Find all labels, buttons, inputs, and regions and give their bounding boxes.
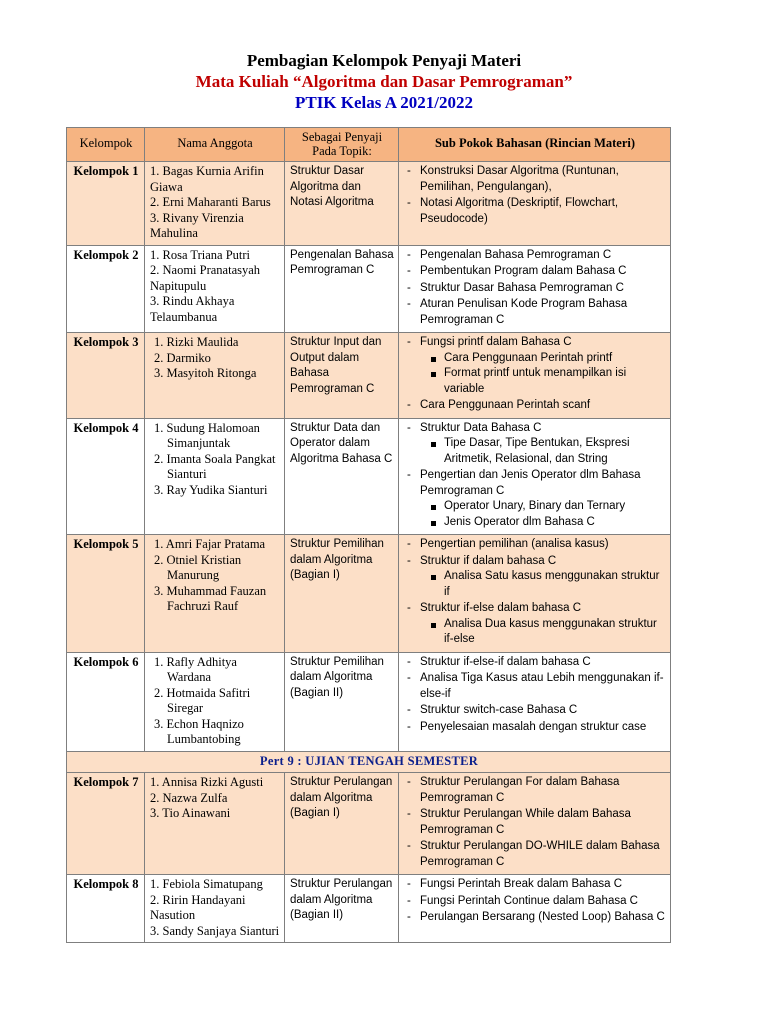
group-name: Kelompok 4 bbox=[67, 418, 145, 535]
subtopic-list bbox=[404, 537, 666, 648]
subtopic-text: Struktur Dasar Bahasa Pemrograman C bbox=[420, 281, 624, 294]
dash-bullet: - bbox=[407, 165, 411, 177]
title-line-1: Pembagian Kelompok Penyaji Materi bbox=[246, 51, 522, 70]
dash-bullet: - bbox=[407, 808, 411, 820]
group-name: Kelompok 2 bbox=[67, 245, 145, 333]
subtopics-cell bbox=[399, 875, 671, 943]
subtopic-list bbox=[404, 335, 666, 414]
member-name: 2. Darmiko bbox=[154, 350, 211, 365]
subtopic-item bbox=[404, 196, 666, 227]
group-name: Kelompok 1 bbox=[67, 162, 145, 246]
member-name: 3. Tio Ainawani bbox=[150, 806, 231, 820]
topic-cell: Struktur Perulangan dalam Algoritma (Bagian I) bbox=[285, 773, 399, 875]
subtopic-item bbox=[404, 398, 666, 414]
midterm-separator: Pert 9 : UJIAN TENGAH SEMESTER bbox=[67, 751, 671, 773]
subtopic-text: Cara Penggunaan Perintah scanf bbox=[420, 399, 591, 411]
dash-bullet: - bbox=[407, 776, 411, 788]
members-cell bbox=[145, 245, 285, 333]
subtopic-item bbox=[404, 877, 666, 893]
subtopic-item bbox=[404, 335, 666, 397]
dash-bullet: - bbox=[407, 248, 411, 261]
member-name: 1. Rafly Adhitya Wardana bbox=[154, 654, 237, 684]
sub-bullet-item bbox=[420, 351, 666, 367]
sub-bullet-text: Operator Unary, Binary dan Ternary bbox=[444, 500, 626, 512]
square-bullet-icon bbox=[431, 372, 436, 377]
dash-bullet: - bbox=[407, 894, 411, 907]
subtopic-item bbox=[404, 671, 666, 702]
sub-bullet-text: Cara Penggunaan Perintah printf bbox=[444, 351, 613, 364]
table-row bbox=[67, 162, 671, 246]
member-name: 3. Echon Haqnizo Lumbantobing bbox=[154, 716, 244, 746]
members-list bbox=[150, 775, 280, 822]
members-cell bbox=[145, 535, 285, 653]
subtopic-list bbox=[404, 655, 666, 736]
member-name: 1. Febiola Simatupang bbox=[150, 877, 263, 891]
subtopic-item bbox=[404, 297, 666, 328]
members-cell bbox=[145, 162, 285, 246]
member-name: 1. Sudung Halomoan Simanjuntak bbox=[154, 420, 260, 450]
subtopics-cell bbox=[399, 652, 671, 751]
subtopic-item bbox=[404, 703, 666, 719]
member-name: 3. Rivany Virenzia Mahulina bbox=[150, 210, 244, 240]
topic-cell: Struktur Data dan Operator dalam Algoritma Bahasa C bbox=[285, 418, 399, 535]
member-name: 1. Annisa Rizki Agusti bbox=[150, 775, 264, 789]
dash-bullet: - bbox=[407, 840, 411, 852]
dash-bullet: - bbox=[407, 399, 411, 411]
member-name: 2. Hotmaida Safitri Siregar bbox=[154, 685, 251, 715]
dash-bullet: - bbox=[407, 336, 411, 348]
subtopic-item bbox=[404, 248, 666, 264]
subtopic-text: Struktur if dalam bahasa C bbox=[420, 554, 557, 567]
subtopics-cell bbox=[399, 333, 671, 419]
subtopic-list bbox=[404, 164, 666, 227]
subtopic-text: Perulangan Bersarang (Nested Loop) Bahasa C bbox=[420, 911, 665, 923]
subtopic-text: Konstruksi Dasar Algoritma (Runtunan, Pemilihan, Pengulangan), bbox=[420, 165, 619, 193]
topic-cell: Struktur Pemilihan dalam Algoritma (Bagian II) bbox=[285, 652, 399, 751]
table-row bbox=[67, 652, 671, 751]
dash-bullet: - bbox=[407, 298, 411, 310]
table-row bbox=[67, 875, 671, 943]
subtopic-text: Pengertian pemilihan (analisa kasus) bbox=[420, 538, 609, 550]
dash-bullet: - bbox=[407, 655, 411, 668]
sub-bullet-list bbox=[420, 351, 666, 398]
member-name: 1. Rizki Maulida bbox=[154, 335, 239, 349]
subtopic-text: Aturan Penulisan Kode Program Bahasa Pemrograman C bbox=[420, 298, 628, 326]
subtopic-text: Fungsi Perintah Break dalam Bahasa C bbox=[420, 878, 622, 890]
member-name: 1. Amri Fajar Pratama bbox=[154, 537, 266, 551]
sub-bullet-list bbox=[420, 436, 666, 467]
members-list bbox=[150, 421, 280, 499]
table-row bbox=[67, 333, 671, 419]
subtopic-item bbox=[404, 807, 666, 838]
table-header-row bbox=[67, 128, 671, 162]
sub-bullet-item bbox=[420, 617, 666, 648]
subtopic-item bbox=[404, 421, 666, 468]
member-name: 3. Sandy Sanjaya Sianturi bbox=[150, 923, 280, 938]
topic-cell: Pengenalan Bahasa Pemrograman C bbox=[285, 245, 399, 333]
subtopic-item bbox=[404, 281, 666, 297]
subtopic-text: Fungsi printf dalam Bahasa C bbox=[420, 336, 572, 348]
table-body bbox=[67, 162, 671, 943]
subtopic-text: Penyelesaian masalah dengan struktur case bbox=[420, 720, 647, 733]
subtopic-list bbox=[404, 775, 666, 870]
members-cell bbox=[145, 652, 285, 751]
square-bullet-icon bbox=[431, 521, 436, 526]
sub-bullet-text: Jenis Operator dlm Bahasa C bbox=[444, 515, 595, 528]
table-row bbox=[67, 535, 671, 653]
member-name: 2. Nazwa Zulfa bbox=[150, 790, 228, 805]
square-bullet-icon bbox=[431, 623, 436, 628]
subtopic-text: Pengenalan Bahasa Pemrograman C bbox=[420, 248, 612, 261]
sub-bullet-item bbox=[420, 569, 666, 600]
subtopic-item bbox=[404, 910, 666, 926]
subtopics-cell bbox=[399, 418, 671, 535]
subtopic-text: Struktur Perulangan For dalam Bahasa Pemrograman C bbox=[420, 776, 620, 804]
subtopic-text: Struktur if-else dalam bahasa C bbox=[420, 602, 582, 614]
sub-bullet-list bbox=[420, 499, 666, 530]
dash-bullet: - bbox=[407, 672, 411, 684]
dash-bullet: - bbox=[407, 538, 411, 550]
sub-bullet-item bbox=[420, 515, 666, 531]
members-cell bbox=[145, 333, 285, 419]
member-name: 2. Imanta Soala Pangkat Sianturi bbox=[154, 451, 276, 481]
header-topic: Sebagai Penyaji Pada Topik: bbox=[285, 128, 399, 162]
group-name: Kelompok 8 bbox=[67, 875, 145, 943]
sub-bullet-item bbox=[420, 499, 666, 515]
subtopic-text: Notasi Algoritma (Deskriptif, Flowchart, Pseudocode) bbox=[420, 197, 619, 225]
subtopic-item bbox=[404, 775, 666, 806]
subtopics-cell bbox=[399, 535, 671, 653]
subtopic-text: Struktur switch-case Bahasa C bbox=[420, 704, 578, 716]
sub-bullet-item bbox=[420, 436, 666, 467]
dash-bullet: - bbox=[407, 421, 411, 434]
document-title-block bbox=[0, 50, 768, 114]
subtopic-text: Pembentukan Program dalam Bahasa C bbox=[420, 265, 627, 277]
subtopic-item bbox=[404, 537, 666, 553]
members-list bbox=[150, 537, 280, 615]
topic-cell: Struktur Input dan Output dalam Bahasa Pemrograman C bbox=[285, 333, 399, 419]
subtopic-list bbox=[404, 421, 666, 531]
sub-bullet-text: Tipe Dasar, Tipe Bentukan, Ekspresi Aritmetik, Relasional, dan String bbox=[444, 437, 630, 465]
square-bullet-icon bbox=[431, 505, 436, 510]
dash-bullet: - bbox=[407, 911, 411, 923]
subtopics-cell bbox=[399, 245, 671, 333]
subtopic-item bbox=[404, 468, 666, 530]
subtopic-item bbox=[404, 554, 666, 601]
topic-cell: Struktur Dasar Algoritma dan Notasi Algoritma bbox=[285, 162, 399, 246]
square-bullet-icon bbox=[431, 575, 436, 580]
member-name: 1. Bagas Kurnia Arifin Giawa bbox=[150, 164, 264, 194]
group-name: Kelompok 6 bbox=[67, 652, 145, 751]
dash-bullet: - bbox=[407, 602, 411, 614]
subtopic-text: Struktur Data Bahasa C bbox=[420, 421, 542, 434]
member-name: 3. Muhammad Fauzan Fachruzi Rauf bbox=[154, 583, 267, 613]
member-name: 2. Erni Maharanti Barus bbox=[150, 195, 271, 209]
members-list bbox=[150, 877, 280, 939]
header-members: Nama Anggota bbox=[145, 128, 285, 162]
dash-bullet: - bbox=[407, 197, 411, 209]
subtopic-item bbox=[404, 894, 666, 910]
group-name: Kelompok 5 bbox=[67, 535, 145, 653]
members-cell bbox=[145, 773, 285, 875]
square-bullet-icon bbox=[431, 442, 436, 447]
subtopic-item bbox=[404, 839, 666, 870]
dash-bullet: - bbox=[407, 554, 411, 567]
member-name: 3. Rindu Akhaya Telaumbanua bbox=[150, 294, 235, 324]
member-name: 1. Rosa Triana Putri bbox=[150, 247, 251, 262]
member-name: 3. Masyitoh Ritonga bbox=[154, 366, 257, 380]
sub-bullet-text: Format printf untuk menampilkan isi variable bbox=[444, 367, 627, 395]
dash-bullet: - bbox=[407, 265, 411, 277]
member-name: 2. Naomi Pranatasyah Napitupulu bbox=[150, 263, 261, 293]
subtopic-text: Struktur Perulangan DO-WHILE dalam Bahasa Pemrograman C bbox=[420, 840, 660, 868]
sub-bullet-text: Analisa Satu kasus menggunakan struktur if bbox=[444, 570, 660, 598]
title-line-3: PTIK Kelas A 2021/2022 bbox=[294, 93, 474, 112]
sub-bullet-item bbox=[420, 366, 666, 397]
sub-bullet-list bbox=[420, 569, 666, 600]
topic-cell: Struktur Perulangan dalam Algoritma (Bagian II) bbox=[285, 875, 399, 943]
members-cell bbox=[145, 875, 285, 943]
members-list bbox=[150, 655, 280, 748]
table-row bbox=[67, 245, 671, 333]
subtopic-item bbox=[404, 601, 666, 648]
member-name: 3. Ray Yudika Sianturi bbox=[154, 482, 268, 497]
square-bullet-icon bbox=[431, 357, 436, 362]
header-group: Kelompok bbox=[67, 128, 145, 162]
group-assignment-table bbox=[66, 127, 671, 943]
table-row bbox=[67, 418, 671, 535]
subtopics-cell bbox=[399, 773, 671, 875]
dash-bullet: - bbox=[407, 878, 411, 890]
member-name: 2. Ririn Handayani Nasution bbox=[150, 892, 246, 922]
members-list bbox=[150, 335, 280, 382]
members-list bbox=[150, 248, 280, 326]
members-list bbox=[150, 164, 280, 242]
table-row bbox=[67, 773, 671, 875]
group-name: Kelompok 3 bbox=[67, 333, 145, 419]
subtopic-text: Pengertian dan Jenis Operator dlm Bahasa Pemrograman C bbox=[420, 469, 641, 497]
subtopic-text: Analisa Tiga Kasus atau Lebih menggunakan if-else-if bbox=[420, 672, 664, 700]
sub-bullet-list bbox=[420, 617, 666, 648]
subtopic-item bbox=[404, 164, 666, 195]
dash-bullet: - bbox=[407, 704, 411, 716]
dash-bullet: - bbox=[407, 720, 411, 733]
group-name: Kelompok 7 bbox=[67, 773, 145, 875]
topic-cell: Struktur Pemilihan dalam Algoritma (Bagian I) bbox=[285, 535, 399, 653]
title-line-2: Mata Kuliah “Algoritma dan Dasar Pemrograman” bbox=[195, 72, 573, 91]
subtopic-item bbox=[404, 264, 666, 280]
member-name: 2. Otniel Kristian Manurung bbox=[154, 552, 242, 582]
members-cell bbox=[145, 418, 285, 535]
subtopic-text: Struktur if-else-if dalam bahasa C bbox=[420, 655, 591, 668]
sub-bullet-text: Analisa Dua kasus menggunakan struktur if-else bbox=[444, 617, 657, 645]
subtopic-list bbox=[404, 248, 666, 329]
dash-bullet: - bbox=[407, 281, 411, 294]
subtopic-list bbox=[404, 877, 666, 926]
subtopic-item bbox=[404, 720, 666, 736]
separator-row bbox=[67, 751, 671, 773]
subtopic-text: Struktur Perulangan While dalam Bahasa Pemrograman C bbox=[420, 808, 631, 836]
header-subtopics: Sub Pokok Bahasan (Rincian Materi) bbox=[399, 128, 671, 162]
subtopic-text: Fungsi Perintah Continue dalam Bahasa C bbox=[420, 894, 638, 907]
dash-bullet: - bbox=[407, 469, 411, 481]
subtopic-item bbox=[404, 655, 666, 671]
subtopics-cell bbox=[399, 162, 671, 246]
